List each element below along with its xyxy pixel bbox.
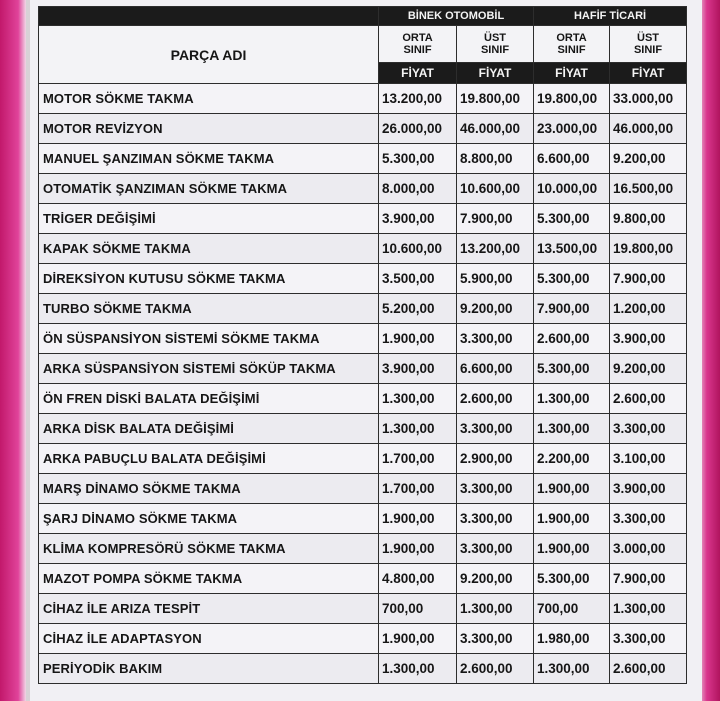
part-name-cell: ARKA PABUÇLU BALATA DEĞİŞİMİ <box>39 444 379 474</box>
price-cell: 1.700,00 <box>379 474 457 504</box>
price-cell: 1.900,00 <box>379 534 457 564</box>
price-cell: 9.800,00 <box>610 204 687 234</box>
class-header-2 <box>457 26 534 63</box>
part-name-cell: CİHAZ İLE ARIZA TESPİT <box>39 594 379 624</box>
table-row <box>39 114 687 144</box>
part-name-cell: ÖN SÜSPANSİYON SİSTEMİ SÖKME TAKMA <box>39 324 379 354</box>
price-cell: 1.900,00 <box>379 324 457 354</box>
class-header-3 <box>534 26 610 63</box>
price-cell: 8.800,00 <box>457 144 534 174</box>
price-cell: 2.600,00 <box>457 384 534 414</box>
price-cell: 9.200,00 <box>610 144 687 174</box>
class-header-line: ÜST <box>637 32 660 44</box>
part-name-cell: MAZOT POMPA SÖKME TAKMA <box>39 564 379 594</box>
price-cell: 1.200,00 <box>610 294 687 324</box>
price-cell: 23.000,00 <box>534 114 610 144</box>
group-hafif-ticari: HAFİF TİCARİ <box>534 7 687 26</box>
class-header-line: SINIF <box>633 44 663 56</box>
class-header-line: ORTA <box>402 32 433 44</box>
price-cell: 1.900,00 <box>379 624 457 654</box>
class-header-1 <box>379 26 457 63</box>
price-cell: 1.300,00 <box>534 654 610 684</box>
price-cell: 19.800,00 <box>610 234 687 264</box>
table-row <box>39 624 687 654</box>
price-cell: 26.000,00 <box>379 114 457 144</box>
class-header-line: SINIF <box>480 44 510 56</box>
part-name-cell: ARKA SÜSPANSİYON SİSTEMİ SÖKÜP TAKMA <box>39 354 379 384</box>
class-header-line: SINIF <box>403 44 432 56</box>
header-blank-cell <box>39 7 379 26</box>
price-cell: 3.300,00 <box>610 624 687 654</box>
table-row <box>39 174 687 204</box>
price-cell: 700,00 <box>534 594 610 624</box>
price-cell: 1.980,00 <box>534 624 610 654</box>
price-cell: 1.900,00 <box>534 504 610 534</box>
price-cell: 19.800,00 <box>457 84 534 114</box>
price-cell: 3.000,00 <box>610 534 687 564</box>
class-header-line: SINIF <box>557 44 586 56</box>
price-cell: 1.900,00 <box>534 474 610 504</box>
table-row <box>39 234 687 264</box>
price-cell: 3.100,00 <box>610 444 687 474</box>
table-row <box>39 654 687 684</box>
table-row <box>39 324 687 354</box>
price-cell: 2.600,00 <box>610 654 687 684</box>
table-row <box>39 594 687 624</box>
table-row <box>39 84 687 114</box>
part-name-cell: MOTOR REVİZYON <box>39 114 379 144</box>
table-row <box>39 534 687 564</box>
part-name-header: PARÇA ADI <box>39 26 379 84</box>
price-cell: 46.000,00 <box>610 114 687 144</box>
price-cell: 5.200,00 <box>379 294 457 324</box>
price-cell: 9.200,00 <box>457 294 534 324</box>
price-cell: 3.300,00 <box>457 504 534 534</box>
table-row <box>39 264 687 294</box>
price-cell: 1.300,00 <box>379 384 457 414</box>
class-header-line: ORTA <box>556 32 587 44</box>
part-name-cell: KLİMA KOMPRESÖRÜ SÖKME TAKMA <box>39 534 379 564</box>
table-row <box>39 204 687 234</box>
price-header-3: FİYAT <box>534 63 610 84</box>
price-cell: 13.200,00 <box>379 84 457 114</box>
price-cell: 1.300,00 <box>534 384 610 414</box>
table-row <box>39 444 687 474</box>
part-name-cell: PERİYODİK BAKIM <box>39 654 379 684</box>
price-cell: 9.200,00 <box>610 354 687 384</box>
price-cell: 1.300,00 <box>379 414 457 444</box>
price-table <box>38 6 687 684</box>
price-cell: 16.500,00 <box>610 174 687 204</box>
price-cell: 10.000,00 <box>534 174 610 204</box>
price-cell: 3.900,00 <box>610 324 687 354</box>
price-cell: 1.900,00 <box>534 534 610 564</box>
price-cell: 5.300,00 <box>534 264 610 294</box>
price-cell: 1.900,00 <box>379 504 457 534</box>
part-name-cell: ARKA DİSK BALATA DEĞİŞİMİ <box>39 414 379 444</box>
price-cell: 3.300,00 <box>457 414 534 444</box>
price-cell: 7.900,00 <box>457 204 534 234</box>
price-cell: 5.300,00 <box>534 354 610 384</box>
price-cell: 2.600,00 <box>457 654 534 684</box>
part-name-cell: DİREKSİYON KUTUSU SÖKME TAKMA <box>39 264 379 294</box>
price-cell: 7.900,00 <box>534 294 610 324</box>
header-class-row <box>39 26 687 63</box>
price-cell: 1.300,00 <box>379 654 457 684</box>
price-cell: 1.700,00 <box>379 444 457 474</box>
price-cell: 7.900,00 <box>610 564 687 594</box>
price-cell: 5.300,00 <box>534 204 610 234</box>
price-cell: 13.200,00 <box>457 234 534 264</box>
price-cell: 46.000,00 <box>457 114 534 144</box>
price-cell: 3.300,00 <box>610 504 687 534</box>
price-cell: 5.300,00 <box>379 144 457 174</box>
group-binek-otomobil: BİNEK OTOMOBİL <box>379 7 534 26</box>
left-border-decoration <box>0 0 26 701</box>
price-cell: 9.200,00 <box>457 564 534 594</box>
table-row <box>39 354 687 384</box>
price-header-1: FİYAT <box>379 63 457 84</box>
price-cell: 5.300,00 <box>534 564 610 594</box>
price-cell: 3.500,00 <box>379 264 457 294</box>
price-cell: 13.500,00 <box>534 234 610 264</box>
part-name-cell: ŞARJ DİNAMO SÖKME TAKMA <box>39 504 379 534</box>
table-row <box>39 474 687 504</box>
price-cell: 6.600,00 <box>534 144 610 174</box>
header-group-row <box>39 7 687 26</box>
price-header-2: FİYAT <box>457 63 534 84</box>
table-row <box>39 384 687 414</box>
price-cell: 1.300,00 <box>534 414 610 444</box>
table-row <box>39 414 687 444</box>
price-cell: 10.600,00 <box>457 174 534 204</box>
part-name-cell: CİHAZ İLE ADAPTASYON <box>39 624 379 654</box>
price-cell: 7.900,00 <box>610 264 687 294</box>
price-cell: 3.300,00 <box>457 474 534 504</box>
part-name-cell: ÖN FREN DİSKİ BALATA DEĞİŞİMİ <box>39 384 379 414</box>
class-header-4 <box>610 26 687 63</box>
table-row <box>39 504 687 534</box>
table-row <box>39 564 687 594</box>
table-header <box>39 7 687 84</box>
price-cell: 4.800,00 <box>379 564 457 594</box>
part-name-cell: MOTOR SÖKME TAKMA <box>39 84 379 114</box>
price-cell: 2.600,00 <box>534 324 610 354</box>
part-name-cell: MARŞ DİNAMO SÖKME TAKMA <box>39 474 379 504</box>
price-cell: 3.900,00 <box>379 204 457 234</box>
price-cell: 3.300,00 <box>457 624 534 654</box>
price-cell: 3.900,00 <box>379 354 457 384</box>
part-name-cell: KAPAK SÖKME TAKMA <box>39 234 379 264</box>
table-row <box>39 144 687 174</box>
price-cell: 33.000,00 <box>610 84 687 114</box>
price-cell: 2.900,00 <box>457 444 534 474</box>
price-cell: 3.900,00 <box>610 474 687 504</box>
price-cell: 3.300,00 <box>610 414 687 444</box>
price-cell: 8.000,00 <box>379 174 457 204</box>
table-body <box>39 84 687 684</box>
part-name-cell: MANUEL ŞANZIMAN SÖKME TAKMA <box>39 144 379 174</box>
price-cell: 3.300,00 <box>457 324 534 354</box>
part-name-cell: OTOMATİK ŞANZIMAN SÖKME TAKMA <box>39 174 379 204</box>
price-cell: 6.600,00 <box>457 354 534 384</box>
price-cell: 19.800,00 <box>534 84 610 114</box>
part-name-cell: TRİGER DEĞİŞİMİ <box>39 204 379 234</box>
price-cell: 1.300,00 <box>610 594 687 624</box>
table-row <box>39 294 687 324</box>
class-header-line: ÜST <box>484 32 506 44</box>
price-cell: 700,00 <box>379 594 457 624</box>
part-name-cell: TURBO SÖKME TAKMA <box>39 294 379 324</box>
price-cell: 2.600,00 <box>610 384 687 414</box>
price-header-4: FİYAT <box>610 63 687 84</box>
price-cell: 3.300,00 <box>457 534 534 564</box>
price-cell: 10.600,00 <box>379 234 457 264</box>
price-cell: 5.900,00 <box>457 264 534 294</box>
price-cell: 1.300,00 <box>457 594 534 624</box>
price-cell: 2.200,00 <box>534 444 610 474</box>
